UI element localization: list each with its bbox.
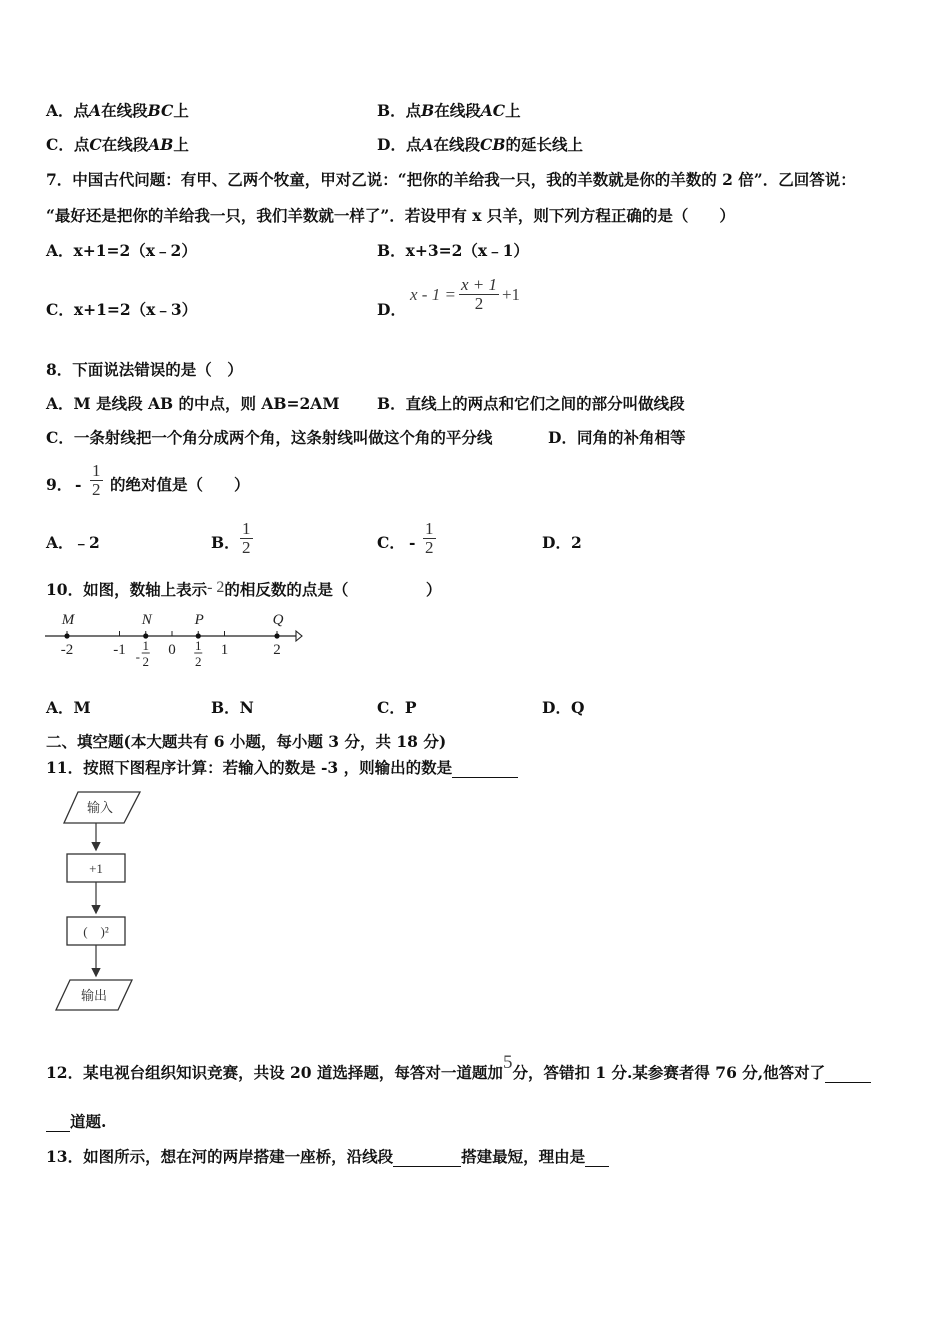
tick-label-half-denominator: 2 (142, 654, 149, 669)
q9-option-b-fraction: 1 2 (242, 519, 251, 557)
q6-option-d: D．点A在线段CB的延长线上 (377, 135, 583, 154)
point-q (274, 633, 279, 638)
q10-stem: 10．如图，数轴上表示- 2的相反数的点是（ ） (46, 579, 442, 599)
q12-answer-blank-1[interactable] (825, 1066, 871, 1083)
tick-label: 0 (168, 642, 176, 658)
q6-option-c: C．点C在线段AB上 (46, 135, 189, 154)
q12-points-value: 5 (502, 1052, 513, 1073)
q7-option-d-fraction: $\frac{x + 1}{2}$ (460, 275, 497, 313)
q13-segment-blank[interactable] (393, 1150, 461, 1167)
section-2-title: 二、填空题(本大题共有 6 小题，每小题 3 分，共 18 分) (46, 732, 447, 751)
tick-label-half-denominator: 2 (195, 654, 202, 669)
tick-label: -1 (113, 642, 126, 658)
tick-label-half-numerator: 1 (142, 638, 149, 653)
q8-option-b: B．直线上的两点和它们之间的部分叫做线段 (377, 394, 685, 413)
q9-minus-sign: - (75, 475, 82, 494)
q11-answer-blank[interactable] (452, 761, 518, 778)
tick-label-half-numerator: 1 (195, 638, 202, 653)
tick-label-neg-half (136, 638, 150, 669)
q7-option-d-equation: x - 1 = $\frac{x + 1}{2}$ +1 (410, 275, 521, 313)
tick-label-half (194, 638, 202, 669)
q13-stem: 13．如图所示，想在河的两岸搭建一座桥，沿线段 搭建最短，理由是 (46, 1147, 609, 1167)
q8-option-d: D．同角的补角相等 (548, 428, 686, 447)
axis-arrow (296, 631, 302, 641)
q9-stem-end: 的绝对值是（ ） (110, 475, 250, 494)
q10-option-c: C．P (377, 698, 417, 717)
q12-stem: 12．某电视台组织知识竞赛，共设 20 道选择题，每答对一道题加5分，答错扣 1 分.某参赛者得 76 分,他答对了 (46, 1063, 871, 1083)
q9-option-a: A．﹣2 (46, 533, 100, 552)
flow-input-label: 输入 (86, 800, 114, 815)
q9-option-c-label: C． (377, 533, 405, 552)
q9-option-c-sign: - (409, 533, 416, 552)
tick-label: -2 (60, 642, 74, 658)
point-label-m: M (61, 612, 75, 628)
flow-step-square-label: ( )² (83, 924, 109, 939)
q11-flowchart (50, 784, 150, 1016)
q6-option-a: A．点A在线段BC上 (46, 101, 189, 120)
q10-number-line (40, 606, 310, 678)
q10-option-b: B．N (211, 698, 254, 717)
q6-option-b: B．点B在线段AC上 (377, 101, 521, 120)
q7-option-c: C．x+1=2（x﹣3） (46, 300, 198, 319)
q13-reason-blank[interactable] (585, 1150, 609, 1167)
q9-fraction: 1 2 (92, 461, 101, 499)
q9-option-c-fraction: 1 2 (425, 519, 434, 557)
flow-step-add-one-label: +1 (89, 861, 103, 876)
q8-stem: 8．下面说法错误的是（ ） (46, 360, 243, 379)
q7-option-a: A．x+1=2（x﹣2） (46, 241, 197, 260)
q12-answer-blank-2[interactable] (46, 1115, 70, 1132)
q7-option-d-label: D． (377, 300, 406, 319)
q7-option-b: B．x+3=2（x﹣1） (377, 241, 529, 260)
q9-number: 9． (46, 475, 73, 494)
q9-option-d: D．2 (542, 533, 582, 552)
tick-label: 2 (273, 642, 281, 658)
q8-option-c: C．一条射线把一个角分成两个角，这条射线叫做这个角的平分线 (46, 428, 493, 447)
q7-stem-line1: 7．中国古代问题：有甲、乙两个牧童，甲对乙说：“把你的羊给我一只，我的羊数就是你的羊数的 2 倍”．乙回答说： (46, 170, 856, 189)
q8-option-a: A．M 是线段 AB 的中点，则 AB=2AM (46, 394, 340, 413)
q11-stem: 11．按照下图程序计算：若输入的数是 -3 ，则输出的数是 (46, 758, 518, 778)
tick-label: 1 (220, 642, 229, 658)
point-label-q: Q (272, 612, 284, 628)
q9-option-b-label: B． (211, 533, 240, 552)
flow-output-label: 输出 (80, 988, 108, 1003)
tick-label-half-sign: - (135, 649, 140, 664)
point-m (64, 633, 69, 638)
q10-option-a: A．M (46, 698, 91, 717)
point-label-n: N (141, 612, 152, 628)
q10-value: - 2 (207, 579, 225, 596)
point-label-p: P (194, 612, 204, 628)
q7-stem-line2: “最好还是把你的羊给我一只，我们羊数就一样了”．若设甲有 x 只羊，则下列方程正确的是（ ） (46, 206, 735, 225)
q10-option-d: D．Q (542, 698, 585, 717)
q12-stem-line2: 道题. (46, 1112, 106, 1132)
